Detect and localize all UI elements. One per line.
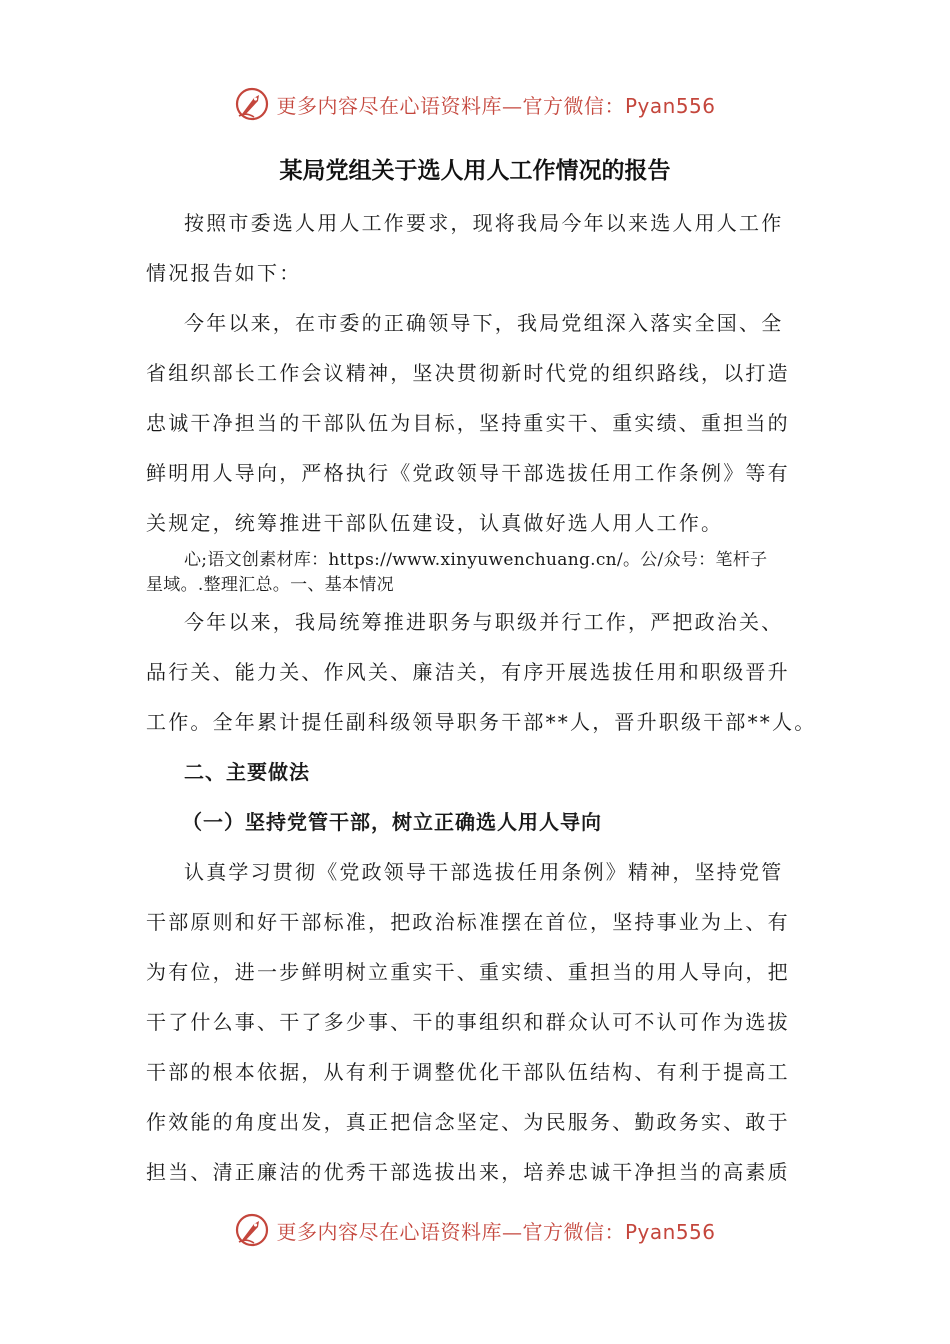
source-note-line: 心;语文创素材库：https://www.xinyuwenchuang.cn/。公/众号：笔杆子 [184,550,768,570]
section-heading: 二、主要做法 [184,760,310,784]
body-line: 忠诚干净担当的干部队伍为目标，坚持重实干、重实绩、重担当的 [146,411,790,435]
watermark-banner-top [0,84,950,124]
pen-nib-logo-icon [234,86,270,122]
document-title: 某局党组关于选人用人工作情况的报告 [279,158,671,184]
body-line: 情况报告如下： [146,261,302,285]
watermark-text: 更多内容尽在心语资料库—官方微信：Pyan556 [276,1219,716,1244]
body-line: 工作。全年累计提任副科级领导职务干部**人，晋升职级干部**人。 [146,710,817,734]
pen-nib-logo-icon [234,1212,270,1248]
body-line: 今年以来，在市委的正确领导下，我局党组深入落实全国、全 [184,311,784,335]
body-line: 按照市委选人用人工作要求，现将我局今年以来选人用人工作 [184,211,784,235]
body-line: 鲜明用人导向，严格执行《党政领导干部选拔任用工作条例》等有 [146,461,790,485]
watermark-banner-bottom [0,1210,950,1250]
watermark-text: 更多内容尽在心语资料库—官方微信：Pyan556 [276,93,716,118]
body-line: 干了什么事、干了多少事、干的事组织和群众认可不认可作为选拔 [146,1010,790,1034]
body-line: 认真学习贯彻《党政领导干部选拔任用条例》精神，坚持党管 [184,860,784,884]
body-line: 为有位，进一步鲜明树立重实干、重实绩、重担当的用人导向，把 [146,960,790,984]
body-line: 品行关、能力关、作风关、廉洁关，有序开展选拔任用和职级晋升 [146,660,790,684]
body-line: 干部的根本依据，从有利于调整优化干部队伍结构、有利于提高工 [146,1060,790,1084]
body-line: 今年以来，我局统筹推进职务与职级并行工作，严把政治关、 [184,610,784,634]
body-line: 担当、清正廉洁的优秀干部选拔出来，培养忠诚干净担当的高素质 [146,1160,790,1184]
body-line: 关规定，统筹推进干部队伍建设，认真做好选人用人工作。 [146,511,724,535]
subsection-heading: （一）坚持党管干部，树立正确选人用人导向 [182,810,602,834]
body-line: 作效能的角度出发，真正把信念坚定、为民服务、勤政务实、敢于 [146,1110,790,1134]
source-note-line: 星域。.整理汇总。一、基本情况 [146,575,394,595]
body-line: 干部原则和好干部标准，把政治标准摆在首位，坚持事业为上、有 [146,910,790,934]
body-line: 省组织部长工作会议精神，坚决贯彻新时代党的组织路线，以打造 [146,361,790,385]
